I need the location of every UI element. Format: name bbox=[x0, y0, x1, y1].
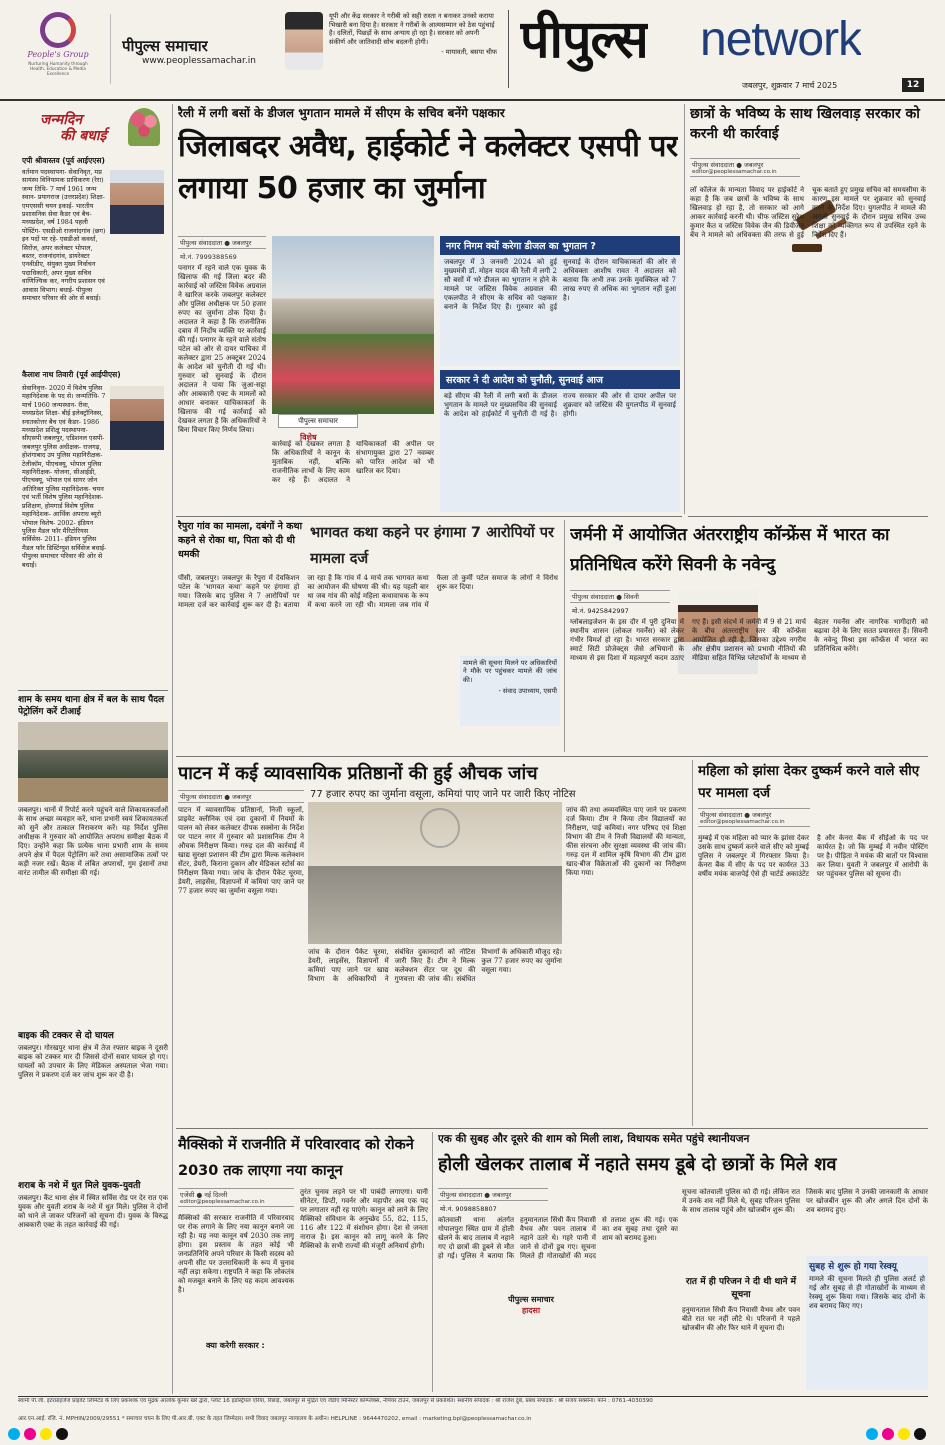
patan-body: पाटन में व्यावसायिक प्रतिष्ठानों, निजी स्कूलों, प्राइवेट क्लीनिक एवं दवा दुकानों में नियमों के पालन को लेकर कलेक्टर दीपक सक्सेना के निर्देश पर पाटन नगर में गुरुवार को प्रशासनिक टीम ने औचक निरीक्षण किया। गरुड़ दल की कार्रवाई में खाद्य सुरक्षा प्रशासन की टीम द्वारा मिल्क कलेक्शन सेंटर, डेयरी, किराना दुकान और मेडिकल स्टोर्स का निरीक्षण किया गया। जांच के दौरान पैकेट चूरमा, डेयरी, लाइसेंस, विज्ञापनों में कमियां पाए जाने पर 77 हजार रुपए का जुर्माना वसूला गया। bbox=[178, 806, 304, 895]
person2-photo bbox=[110, 386, 164, 450]
lead-body-col2: कार्रवाई को देखकर लगता है कि अधिकारियों ने कानून के मुताबिक नहीं, बल्कि राजनीतिक लाभों के लिए काम कर रहे हैं। अदालत ने याचिकाकर्ता की अपील पर संभागायुक्त द्वारा 27 नवम्बर को पारित आदेश को भी खारिज कर दिया। bbox=[272, 440, 434, 484]
lead-kicker: रैली में लगी बसों के डीजल भुगतान मामले में सीएम के सचिव बनेंगे पक्षकार bbox=[178, 106, 505, 120]
lead-byline bbox=[178, 236, 266, 249]
masthead bbox=[0, 0, 945, 98]
drunk-story bbox=[18, 1178, 168, 1390]
patan-byline bbox=[178, 790, 304, 803]
registration-mark-yellow bbox=[40, 1428, 52, 1440]
ca-body: मुम्बई में एक महिला को प्यार के झांसा देकर उसके साथ दुष्कर्म करने वाले सीए को मुम्बई पुलिस ने जबलपुर में गिरफ्तार किया है। केनरा बैंक में सीए के पद पर कार्यरत 33 वर्षीय मयंक बाजपेई ऐसे ही चार्टर्ड अकाउंटेंट है और केनरा बैंक में सीईओ के पद पर कार्यरत है। जो कि मुम्बई में नवीन पोस्टिंग पर है। पीड़िता ने मयंक की बातों पर विश्वास कर लिया। युवती ने जबलपुर में आरोपी के घर पहुंचकर पुलिस को सूचना दी। bbox=[698, 834, 928, 878]
students-email: editor@peoplessamachar.co.in bbox=[692, 169, 777, 175]
holi-mobile: मो.नं. 9098858807 bbox=[440, 1205, 497, 1213]
bike-body: जबलपुर। गोरखपुर थाना क्षेत्र में तेज रफ्तार बाइक ने दूसरी बाइक को टक्कर मार दी जिससे दोनों सवार घायल हो गए। घायलों को उपचार के लिए मेडिकल अस्पताल भेजा गया। पुलिस ने प्रकरण दर्ज कर जांच शुरू कर दी है। bbox=[18, 1044, 168, 1079]
mexico-headline: मैक्सिको में राजनीति में परिवारवाद को रोकने 2030 तक लाएगा नया कानून bbox=[178, 1137, 414, 1179]
mexico-body: मैक्सिको की सरकार राजनीति में परिवारवाद पर रोक लगाने के लिए नया कानून बनाने जा रही है। यह नया कानून वर्ष 2030 तक लागू होगा। इस प्रस्ताव के तहत कोई भी जनप्रतिनिधि अपने परिवार के किसी सदस्य को अपनी सीट पर उत्तराधिकारी के रूप में चुनाव नहीं लड़ा सकेगा। राष्ट्रपति ने कहा कि लोकतंत्र को मजबूत बनाने के लिए यह कदम आवश्यक है। bbox=[178, 1214, 294, 1294]
notice-title: सरकार ने दी आदेश को चुनौती, सुनवाई आज bbox=[440, 370, 680, 389]
ca-byline-text: पीपुल्स संवाददाता ● जबलपुर bbox=[700, 811, 772, 819]
drunk-body: जबलपुर। कैंट थाना क्षेत्र में स्थित सर्विस रोड पर देर रात एक युवक और युवती शराब के नशे में धुत मिले। पुलिस ने दोनों को थाने ले जाकर परिजनों को सूचना दी। युवक के विरुद्ध आबकारी एक्ट के तहत कार्रवाई की गई। bbox=[18, 1194, 168, 1229]
photo-caption-text: पीपुल्स समाचार bbox=[298, 417, 338, 425]
students-headline: छात्रों के भविष्य के साथ खिलवाड़ सरकार को करनी थी कार्रवाई bbox=[690, 106, 920, 142]
police-body: जबलपुर। थानों में रिपोर्ट करने पहुंचने वाले शिकायतकर्ताओं के साथ अच्छा व्यवहार करें, थाना प्रभारी स्वयं शिकायतकर्ता को सुनें और तत्काल निराकरण करें। यह निर्देश पुलिस अधीक्षक ने गुरुवार को आयोजित अपराध समीक्षा बैठक में दिए। उन्होंने कहा कि प्रत्येक थाना प्रभारी शाम के समय अपने क्षेत्र में पैदल पेट्रोलिंग करें तथा असामाजिक तत्वों पर कड़ी नजर रखें। बैठक में लंबित अपराधों, गुम इंसानों तथा वारंट तामील की समीक्षा की गई। bbox=[18, 806, 168, 877]
bus-box bbox=[440, 236, 680, 366]
holi-byline-text: पीपुल्स संवाददाता ● जबलपुर bbox=[440, 1191, 512, 1199]
registration-mark-black bbox=[56, 1428, 68, 1440]
birthday-title-bottom: की बधाई bbox=[60, 128, 107, 144]
mexico-byline-text: एजेंसी ● नई दिल्ली bbox=[180, 1191, 228, 1199]
bike-story bbox=[18, 1028, 168, 1178]
students-body: लॉ कॉलेज के मान्यता विवाद पर हाईकोर्ट ने कहा है कि जब छात्रों के भविष्य के साथ खिलवाड़ हो रहा है, तो सरकार को आगे आकर कार्रवाई करनी थी। चीफ जस्टिस सुरेश कुमार कैत व जस्टिस विवेक जैन की डिवीजन बेंच ने मामले को अधिवक्ता की तरफ से हुई चूक बताते हुए प्रमुख सचिव को समयसीमा के कारण इस मामले पर शुक्रवार को सुनवाई करने के निर्देश दिए। युगलपीठ ने मामले की अगली सुनवाई के दौरान प्रमुख सचिव उच्च शिक्षा को व्यक्तिगत रूप से उपस्थित रहने के निर्देश दिए हैं। bbox=[690, 186, 926, 239]
students-byline bbox=[690, 158, 800, 177]
rescue-body: मामले की सूचना मिलते ही पुलिस अलर्ट हो गई और सुबह से ही गोताखोरों के माध्यम से रेस्क्यू शुरू किया गया। जिसके बाद दोनों के शव बरामद किए गए। bbox=[809, 1275, 925, 1310]
quote-box bbox=[329, 12, 497, 88]
person1-details: वर्तमान पदस्थापना- सेवानिवृत, मप्र सायंस्थ विनियामक प्राधिकरण (रेरा) जन्म तिथि- 7 मार्च 1961 जन्म स्थान- प्रयागराज (उत्तरप्रदेश) शिक्षा- एमएससी चयन इकाई- भारतीय प्रशासनिक सेवा कैडर एवं बैच- मध्यप्रदेश, वर्ष 1984 पहली पोस्टिंग- एसडीओ राजनांदगांव (छग) इन पदों पर रहे- एसडीओ कवर्धा, सिरोंज, अपर कलेक्टर भोपाल, बस्तर, राजनांदगांव, डायरेक्टर एनवीडीए, संयुक्त मुख्य निर्वाचन पदाधिकारी, अपर मुख्य सचिव वाणिज्यिक कर, नगरीय प्रशासन एवं आवास विभाग। बधाई- पीपुल्स समाचार परिवार की ओर से बधाई। bbox=[22, 168, 106, 303]
holi-stamp-brand: पीपुल्स समाचार bbox=[508, 1295, 554, 1304]
group-name: People's Group bbox=[27, 50, 89, 59]
holi-body-col5: जिसके बाद पुलिस ने उनकी जानकारी के आधार पर खोजबीन शुरू की और अगले दिन दोनों के शव बरामद हुए। bbox=[806, 1188, 928, 1214]
registration-mark-cyan bbox=[8, 1428, 20, 1440]
lead-mobile: मो.नं. 7999388569 bbox=[180, 253, 237, 261]
holi-sidebar-title: रात में ही परिजन ने दी थी थाने में सूचना bbox=[685, 1277, 797, 1300]
mexico-body-col2: तुरंत चुनाव लड़ने पर भी पाबंदी लगाएगा। यानी सीनेटर, डिप्टी, गवर्नर और महापौर अब एक पद पर लगातार नहीं रह पाएंगे। कानून को लाने के लिए मैक्सिको संविधान के अनुच्छेद 55, 82, 115, 116 और 122 में संशोधन होगा। देश से जनता नाराज है। इस कानून को लागू करने के लिए मैक्सिको के सभी राज्यों की मंजूरी अनिवार्य होगी। bbox=[300, 1188, 428, 1250]
bhagwat-note-text: मामले की सूचना मिलने पर अधिकारियों ने मौके पर पहुंचकर मामले की जांच की। bbox=[463, 659, 557, 684]
quote-author: - मायावती, बसपा चीफ bbox=[441, 48, 497, 57]
mexico-ask-title: क्या करेगी सरकार : bbox=[206, 1341, 265, 1350]
holi-kicker: एक की सुबह और दूसरे की शाम को मिली लाश, विधायक समेत पहुंचे स्थानीयजन bbox=[438, 1133, 750, 1145]
registration-mark-magenta bbox=[24, 1428, 36, 1440]
police-meeting-photo bbox=[18, 722, 168, 802]
notice-body: बड़े सीएम की रैली में लगी बसों के डीजल भुगतान के मामले पर मुख्यसचिव की सुनवाई के आदेश को हाईकोर्ट में चुनौती दी गई है। राज्य सरकार की ओर से दायर अपील पर शुक्रवार को जस्टिस की युगलपीठ में सुनवाई होगी। bbox=[444, 392, 676, 418]
germany-mobile: मो.नं. 9425842997 bbox=[572, 607, 629, 615]
patan-body-col2: जांच के दौरान पैकेट चूरमा, डेयरी, लाइसेंस, विज्ञापनों में कमियां पाए जाने पर खाद्य विभाग के अधिकारियों ने संबंधित दुकानदारों को नोटिस जारी किए हैं। टीम ने मिल्क कलेक्शन सेंटर पर दूध की गुणवत्ता की जांच की। संबंधित विभागों के अधिकारी मौजूद रहे। कुल 77 हजार रुपए का जुर्माना वसूला गया। bbox=[308, 948, 562, 983]
brand-hindi: पीपुल्स bbox=[520, 10, 648, 70]
lead-photo-caption bbox=[278, 414, 358, 428]
bhagwat-body: पौंसी, जबलपुर। जबलपुर के रैपुरा में देवकिशन पटेल के 'भागवत कथा' कहने पर हंगामा हो गया। जिसके बाद पुलिस ने 7 आरोपियों पर मामला दर्ज कर कार्रवाई शुरू कर दी है। बताया जा रहा है कि गांव में 4 मार्च तक भागवत कथा का आयोजन की घोषणा की थी। यह पहली बार था जब गांव की कोई महिला कथावाचक के रूप में कथा करने जा रही थी। मामला जब गांव में फैला तो कुर्मी पटेल समाज के लोगों ने विरोध शुरू कर दिया। bbox=[178, 574, 558, 609]
lead-photo bbox=[272, 236, 434, 414]
lead-body: पनागर में रहने वाले एक युवक के खिलाफ की गई जिला बदर की कार्रवाई को जस्टिस विवेक अग्रवाल ने खारिज करके जबलपुर कलेक्टर और पुलिस अधीक्षक पर 50 हजार रुपए का जुर्माना ठोक दिया है। अदालत ने कहा है कि राजनीतिक दबाव में निर्दोष व्यक्ति पर कार्रवाई की गई। पनागर के रहने वाले संतोष पटेल को ओर से दायर याचिका में कलेक्टर द्वारा 25 अक्टूबर 2024 के आदेश को चुनौती दी गई थी। गुरुवार को सुनवाई के दौरान अदालत ने पाया कि जुआ-सट्टा और आबकारी एक्ट के मामलों को आधार बनाकर याचिकाकर्ता के खिलाफ की गई कार्रवाई को देखकर लगता है कि अधिकारियों ने बिना विचार किए निर्णय लिया। bbox=[178, 264, 266, 434]
police-headline: शाम के समय थाना क्षेत्र में बल के साथ पैदल पेट्रोलिंग करें टीआई bbox=[18, 695, 165, 717]
patan-photo-watermark bbox=[420, 808, 460, 848]
person1-photo bbox=[110, 170, 164, 234]
paper-name-small: पीपुल्स समाचार bbox=[122, 37, 208, 55]
registration-mark-magenta-right bbox=[882, 1428, 894, 1440]
bus-box-body: जबलपुर में 3 जनवरी 2024 को हुई मुख्यमंत्री डॉ. मोहन यादव की रैली में लगी 2 सौ बसों में भरे डीजल का भुगतान न होने के मामले पर जस्टिस विवेक अग्रवाल की एकलपीठ ने सीएम के सचिव को पक्षकार बनाने के निर्देश दिए हैं। गुरुवार को हुई सुनवाई के दौरान याचिकाकर्ता की ओर से अधिवक्ता आशीष रावत ने अदालत को बताया कि अभी तक उनके मुवक्किल को 7 लाख रुपए से अधिक का भुगतान नहीं हुआ है। bbox=[444, 258, 676, 311]
notice-box bbox=[440, 370, 680, 512]
holi-body: कोतवाली थाना अंतर्गत गोपालपुरा स्थित ग्राम में होली खेलने के बाद तालाब में नहाने गए दो छात्रों की डूबने से मौत हो गई। पुलिस ने बताया कि हनुमानताल सिंधी कैंप निवासी वैभव और पवन तालाब में नहाने उतरे थे। गहरे पानी में जाने से दोनों डूब गए। सूचना मिलते ही गोताखोरों की मदद से तलाश शुरू की गई। एक का शव सुबह तथा दूसरे का शाम को बरामद हुआ। bbox=[438, 1216, 678, 1260]
ca-headline: महिला को झांसा देकर दुष्कर्म करने वाले सीए पर मामला दर्ज bbox=[698, 763, 920, 801]
brand-english: network bbox=[700, 13, 862, 66]
holi-stamp-text: हादसा bbox=[521, 1306, 541, 1315]
rescue-title: सुबह से शुरू हो गया रेस्क्यू bbox=[809, 1262, 897, 1272]
footer-imprint: स्वामी पी.जी. इंटरप्राइजेज प्राइवेट लिमिटेड के लिए प्रकाशक एवं मुद्रक आलोक कुमार खरे द्वारा, प्लॉट 16 इंडस्ट्रियल एरिया, रिछाई, जबलपुर से मुद्रित एवं जेडीए मिनिस्टर कॉम्प्लेक्स, नेपियर टाउन, जबलपुर से प्रकाशित। स्थानीय संपादक : श्री राजेश दुबे, प्रबंध संपादक : श्री संजय सक्सेना। फोन : 0761-4030390 bbox=[18, 1398, 653, 1404]
lead-photo-tag: विशेष bbox=[300, 433, 317, 442]
logo-ring-icon bbox=[40, 12, 76, 48]
holi-byline bbox=[438, 1188, 548, 1201]
germany-byline bbox=[570, 590, 670, 603]
person2-name: कैलाश नाथ तिवारी (पूर्व आईपीएस) bbox=[22, 370, 121, 379]
patan-headline: पाटन में कई व्यावसायिक प्रतिष्ठानों की हुई औचक जांच bbox=[178, 763, 538, 784]
dateline: जबलपुर, शुक्रवार 7 मार्च 2025 bbox=[742, 81, 838, 90]
police-story bbox=[18, 694, 168, 1024]
footer-reg: आर.एन.आई. रजि. नं. MPHIN/2009/29551 * समाचार चयन के लिए पी.आर.बी. एक्ट के तहत जिम्मेदार। सभी विवाद जबलपुर न्यायालय के अधीन। HELPLINE : 9644470202, email : marketing.bpl@peoplessamachar.co.in bbox=[18, 1416, 532, 1422]
registration-mark-yellow-right bbox=[898, 1428, 910, 1440]
holi-sidebar-body: हनुमानताल सिंधी कैंप निवासी वैभव और पवन बीते रात घर नहीं लौटे थे। परिजनों ने पहले खोजबीन की और फिर थाने में सूचना दी। bbox=[682, 1306, 800, 1332]
bike-headline: बाइक की टक्कर से दो घायल bbox=[18, 1031, 114, 1041]
bhagwat-kicker: रैपुरा गांव का मामला, दबंगों ने कथा कहने से रोका था, पिता को दी थी धमकी bbox=[178, 521, 303, 560]
flower-bouquet-icon bbox=[128, 108, 160, 146]
students-byline-text: पीपुल्स संवाददाता ● जबलपुर bbox=[692, 161, 764, 169]
bhagwat-headline: भागवत कथा कहने पर हंगामा 7 आरोपियों पर मामला दर्ज bbox=[310, 525, 554, 567]
registration-mark-black-right bbox=[914, 1428, 926, 1440]
mexico-byline bbox=[178, 1188, 294, 1207]
bus-box-title: नगर निगम क्यों करेगा डीजल का भुगतान ? bbox=[440, 236, 680, 255]
registration-mark-cyan-right bbox=[866, 1428, 878, 1440]
page-number: 12 bbox=[902, 78, 924, 92]
website-link[interactable]: www.peoplessamachar.in bbox=[142, 56, 256, 66]
person1-name: एपी श्रीवास्तव (पूर्व आईएएस) bbox=[22, 156, 105, 165]
birthday-header bbox=[18, 104, 166, 148]
birthday-section bbox=[18, 104, 166, 688]
rescue-box bbox=[806, 1256, 928, 1390]
group-tagline: Nurturing Humanity through Health, Education & Media Excellence bbox=[28, 61, 88, 76]
lead-headline: जिलाबदर अवैध, हाईकोर्ट ने कलेक्टर एसपी पर लगाया 50 हजार का जुर्माना bbox=[178, 129, 678, 206]
ca-byline bbox=[698, 808, 810, 827]
germany-headline: जर्मनी में आयोजित अंतरराष्ट्रीय कॉन्फ्रेंस में भारत का प्रतिनिधित्व करेंगे सिवनी के नवेन्दु bbox=[570, 525, 890, 575]
holi-body-col4: सूचना कोतवाली पुलिस को दी गई। लेकिन रात में उनके शव नहीं मिले थे, सुबह परिजन पुलिस के साथ तालाब पहुंचे और खोजबीन शुरू की। bbox=[682, 1188, 800, 1214]
patan-byline-text: पीपुल्स संवाददाता ● जबलपुर bbox=[180, 793, 252, 801]
peoples-group-logo bbox=[22, 6, 94, 92]
lead-byline-text: पीपुल्स संवाददाता ● जबलपुर bbox=[180, 239, 252, 247]
birthday-title-top: जन्मदिन bbox=[40, 112, 83, 128]
drunk-headline: शराब के नशे में धुत मिले युवक-युवती bbox=[18, 1181, 141, 1191]
person2-details: सेवानिवृत्त- 2020 में विशेष पुलिस महानिदेशक के पद से। जन्मतिथि- 7 मार्च 1960 जन्मस्थान- रीवा, मध्यप्रदेश शिक्षा- बीई इलेक्ट्रॉनिक्स, स्नातकोत्तर बैच एवं कैडर- 1986 मध्यप्रदेश प्रशिक्षु पदस्थापना- सीएसपी जबलपुर, एडिशनल एसपी- जबलपुर पुलिस अधीक्षक- राजगढ़, होशंगाबाद उप पुलिस महानिरीक्षक- टेलीकॉम, पीएचक्यू, भोपाल पुलिस महानिरीक्षक- योजना, सीआईडी, पीएचक्यू, भोपाल एवं सागर जोन अतिरिक्त पुलिस महानिदेशक- चयन एवं भर्ती विशेष पुलिस महानिदेशक- प्रशिक्षण, होमगार्ड विशेष पुलिस महानिदेशक- आर्थिक अपराध ब्यूरो भोपाल विशेष- 2002- इंडियन पुलिस मैडल फॉर मैरिटोरियस सर्विसेस- 2011- इंडियन पुलिस मैडल फॉर डिस्टिंग्युश सर्विसेज बधाई- पीपुल्स समाचार परिवार की ओर से बधाई। bbox=[22, 384, 107, 569]
holi-headline: होली खेलकर तालाब में नहाते समय डूबे दो छात्रों के मिले शव bbox=[438, 1154, 837, 1175]
mayawati-photo bbox=[285, 12, 323, 70]
germany-byline-text: पीपुल्स संवाददाता ● सिवनी bbox=[572, 593, 639, 601]
patan-subhead: 77 हजार रुपए का जुर्माना वसूला, कमियां पाए जाने पर जारी किए नोटिस bbox=[310, 789, 576, 800]
quote-text: यूपी और केंद्र सरकार ने गरीबी को सही रास्ता न बनाकर उनको कराया भिखारी बना दिया है। सरकार ने गरीबों के आत्मसम्मान को ठेस पहुंचाई है। दलितों, पिछड़ों के साथ अन्याय हो रहा है। सरकार को अपनी संकीर्ण और जातिवादी सोच बदलनी होगी। bbox=[329, 12, 495, 46]
ca-email: editor@peoplessamachar.co.in bbox=[700, 819, 785, 825]
mexico-email: editor@peoplessamachar.co.in bbox=[180, 1199, 265, 1205]
bhagwat-note-sign: - संवाद उपाध्याय, एसपी bbox=[498, 687, 557, 696]
patan-body-col3: जांच की तथा अव्यवस्थित पाए जाने पर प्रकरण दर्ज किया। टीम ने किया तीन विद्यालयों का निरीक्षण, पाई कमियां। नगर परिषद एवं शिक्षा विभाग की टीम ने निजी विद्यालयों की मान्यता, फीस संरचना और सुरक्षा व्यवस्था की जांच की। गरुड़ दल में शामिल कृषि विभाग की टीम द्वारा खाद-बीज विक्रेताओं की दुकानों का निरीक्षण किया गया। bbox=[566, 806, 686, 877]
bhagwat-note bbox=[460, 656, 560, 726]
germany-body: ग्लोबलाइजेशन के इस दौर में पूरी दुनिया में स्थानीय शासन (लोकल गवर्नेंस) को लेकर गंभीर विमर्श हो रहा है। भारत सरकार द्वारा स्मार्ट सिटी प्रोजेक्ट्स जैसे अभियानों के माध्यम से इस दिशा में महत्वपूर्ण कदम उठाए गए हैं। इसी संदर्भ में जर्मनी में 9 से 21 मार्च के बीच अंतरराष्ट्रीय स्तर की कॉन्फ्रेंस आयोजित हो रही है, जिसका उद्देश्य नगरीय और क्षेत्रीय प्रशासन को प्रभावी नीतियों की मीडिया सहित विभिन्न प्लेटफॉर्मों के माध्यम से बेहतर गवर्नेंस और नागरिक भागीदारी को बढ़ावा देने के लिए सतत प्रयासरत हैं। सिवनी के नवेन्दु मिश्रा इस कॉन्फ्रेंस में भारत का प्रतिनिधित्व करेंगे। bbox=[570, 618, 928, 662]
